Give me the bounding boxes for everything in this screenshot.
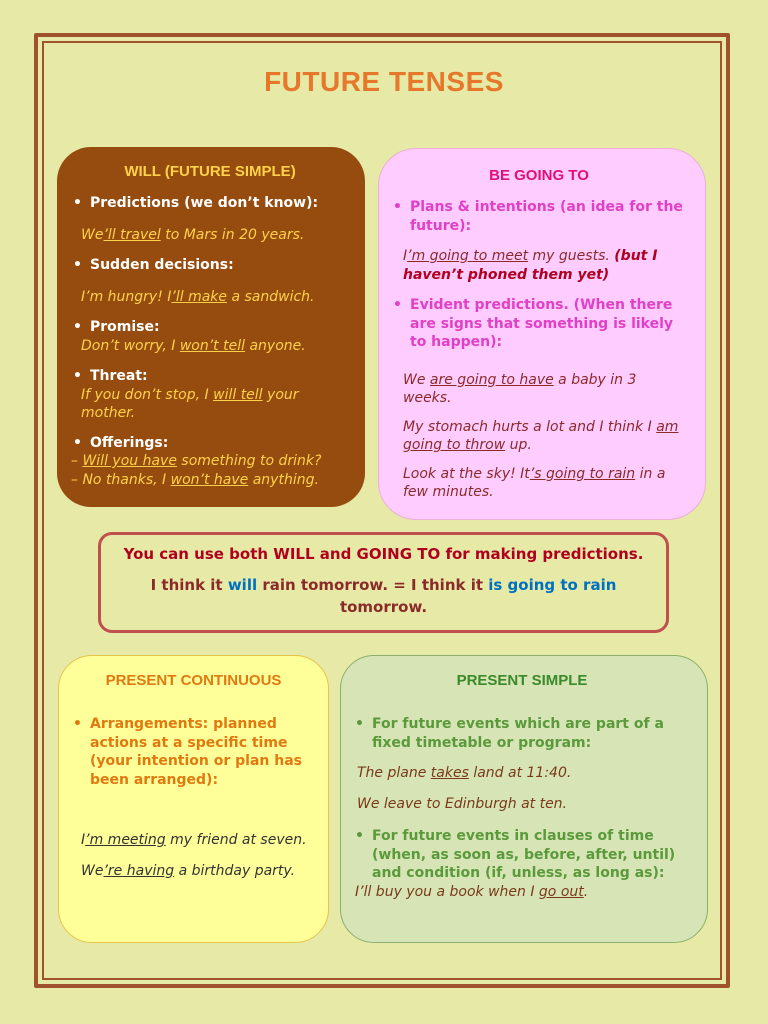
ps-example-3: I’ll buy you a book when I go out. <box>355 883 589 900</box>
going-bullet-evident: • Evident predictions. (When there are signs that something is likely to happen): <box>393 296 685 352</box>
will-example-1: We’ll travel to Mars in 20 years. <box>81 226 305 243</box>
going-example-1: I’m going to meet my guests. (but I haven’t phoned them yet) <box>403 248 658 283</box>
predictions-note: You can use both WILL and GOING TO for making predictions. <box>123 545 644 563</box>
will-example-2: I’m hungry! I’ll make a sandwich. <box>81 288 315 305</box>
going-bullet-plans: • Plans & intentions (an idea for the future): <box>393 198 685 235</box>
going-heading: BE GOING TO <box>489 167 589 184</box>
present-continuous-box <box>58 655 329 943</box>
will-example-4: If you don’t stop, I will tell your mother. <box>81 386 299 421</box>
page-title: FUTURE TENSES <box>264 66 504 97</box>
ps-example-1: The plane takes land at 11:40. <box>357 765 572 781</box>
going-example-3: My stomach hurts a lot and I think I am going to throw up. <box>403 418 679 453</box>
pc-bullet-arrangements: • Arrangements: planned actions at a specific time (your intention or plan has been arranged): <box>73 715 314 789</box>
predictions-example: I think it will rain tomorrow. = I think it is going to rain tomorrow. <box>150 576 617 616</box>
will-example-6: – No thanks, I won’t have anything. <box>71 471 319 488</box>
will-example-3: Don’t worry, I won’t tell anyone. <box>81 337 306 354</box>
ps-heading: PRESENT SIMPLE <box>456 672 588 689</box>
going-example-4: Look at the sky! It’s going to rain in a few minutes. <box>403 465 666 500</box>
will-future-simple-box <box>57 147 365 507</box>
will-bullet-offerings: • Offerings: <box>73 434 347 453</box>
pc-example-1: I’m meeting my friend at seven. <box>81 832 307 848</box>
will-heading: WILL (FUTURE SIMPLE) <box>124 163 296 180</box>
be-going-to-box <box>378 148 706 520</box>
will-bullet-sudden-decisions: • Sudden decisions: <box>73 256 347 275</box>
pc-heading: PRESENT CONTINUOUS <box>105 672 282 689</box>
will-bullet-predictions: • Predictions (we don’t know): <box>73 194 347 213</box>
will-bullet-threat: • Threat: <box>73 367 347 386</box>
pc-example-2: We’re having a birthday party. <box>81 862 296 879</box>
present-simple-box <box>340 655 708 943</box>
ps-bullet-clauses: • For future events in clauses of time (when, as soon as, before, after, until) and condition (if, unless, as long as): <box>355 827 689 883</box>
ps-example-2: We leave to Edinburgh at ten. <box>357 795 568 812</box>
going-example-2: We are going to have a baby in 3 weeks. <box>403 371 637 406</box>
will-bullet-promise: • Promise: <box>73 318 347 337</box>
predictions-note-box <box>98 532 669 633</box>
will-example-5: – Will you have something to drink? <box>71 453 322 469</box>
ps-bullet-timetable: • For future events which are part of a fixed timetable or program: <box>355 715 689 752</box>
